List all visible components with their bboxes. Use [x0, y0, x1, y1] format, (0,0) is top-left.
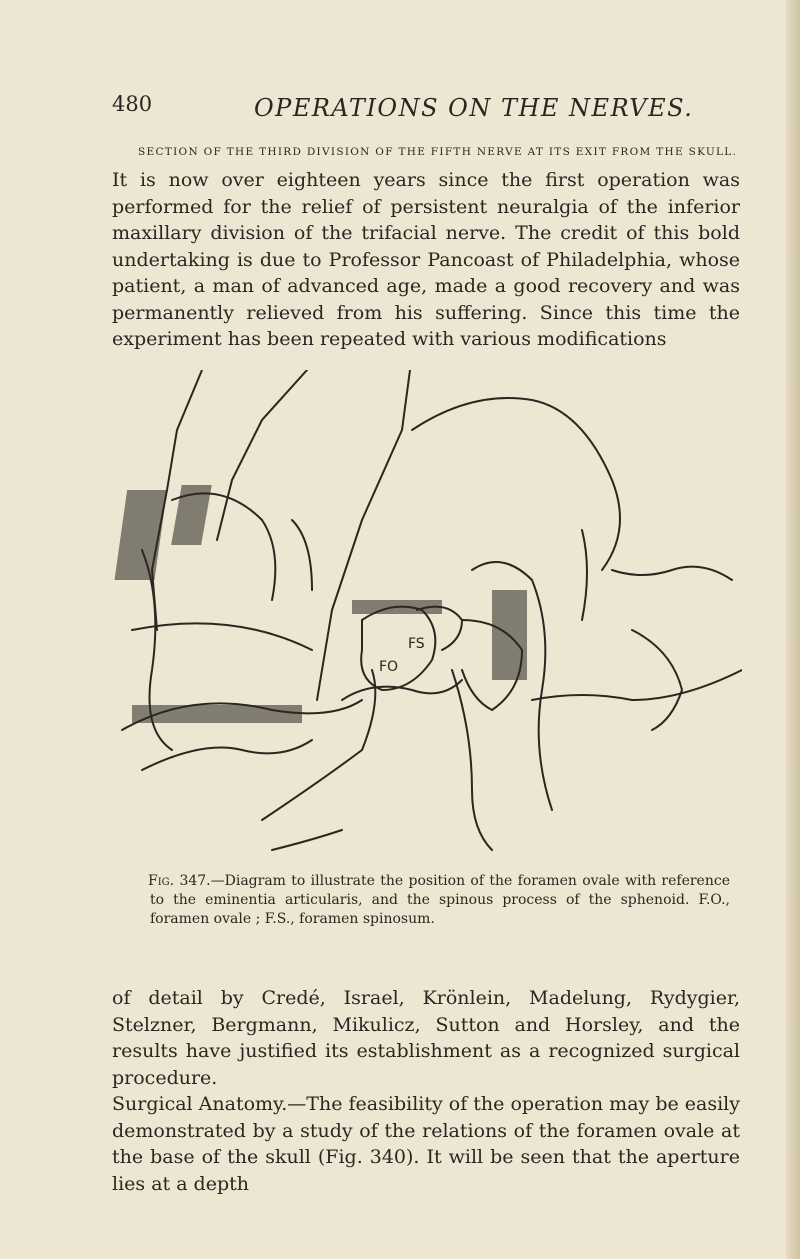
- page-edge: [786, 0, 800, 1259]
- paragraph-bottom-1: of detail by Credé, Israel, Krönlein, Madelung, Rydygier, Stelzner, Bergmann, Mikulicz, Sutton and Horsley, and the results have justified its establishment as a recognized surgical procedure.: [112, 987, 740, 1089]
- paragraph-bottom-2: Surgical Anatomy.—The feasibility of the operation may be easily demonstrated by a study of the relations of the foramen ovale at the base of the skull (Fig. 340). It will be seen that the aperture lies at a depth: [112, 1093, 740, 1195]
- diagram-stroke: [317, 370, 410, 700]
- diagram-stroke: [342, 680, 462, 700]
- diagram-stroke: [452, 670, 492, 850]
- hatched-region: [132, 705, 302, 723]
- diagram-stroke: [532, 670, 742, 700]
- figure-label-fo: FO: [379, 659, 399, 675]
- diagram-stroke: [632, 630, 682, 730]
- figure-caption: [150, 872, 730, 929]
- diagram-stroke: [612, 567, 732, 580]
- hatched-region: [114, 490, 167, 580]
- figure-label-fs: FS: [408, 636, 425, 652]
- paragraph-bottom: [112, 985, 740, 1197]
- diagram-stroke: [217, 370, 307, 540]
- page-number: 480: [112, 92, 153, 116]
- diagram-stroke: [292, 520, 312, 590]
- hatched-region: [171, 485, 212, 545]
- diagram-stroke: [582, 530, 587, 620]
- hatched-region: [492, 590, 527, 680]
- hatched-region: [352, 600, 442, 614]
- skull-base-diagram: [112, 370, 742, 870]
- diagram-stroke: [272, 830, 342, 850]
- figure-caption-label: Fig. 347.: [148, 873, 211, 889]
- diagram-stroke: [412, 398, 620, 570]
- diagram-stroke: [132, 623, 312, 650]
- page-header: [112, 92, 760, 132]
- diagram-stroke: [142, 740, 312, 770]
- figure-caption-text: —Diagram to illustrate the position of the foramen ovale with reference to the eminentia articularis, and the spinous process of the sphenoid. F.O., foramen ovale ; F.S., foramen spinosum.: [150, 873, 730, 927]
- paragraph-top: It is now over eighteen years since the first operation was performed for the relief of persistent neuralgia of the inferior maxillary division of the trifacial nerve. The credit of this bold undertaking is due to Professor Pancoast of Philadelphia, whose patient, a man of advanced age, made a good recovery and was permanently relieved from his suffering. Since this time the experiment has been repeated with various modifications: [112, 169, 740, 350]
- running-title: OPERATIONS ON THE NERVES.: [254, 94, 694, 122]
- section-heading: SECTION OF THE THIRD DIVISION OF THE FIFTH NERVE AT ITS EXIT FROM THE SKULL.: [138, 146, 738, 158]
